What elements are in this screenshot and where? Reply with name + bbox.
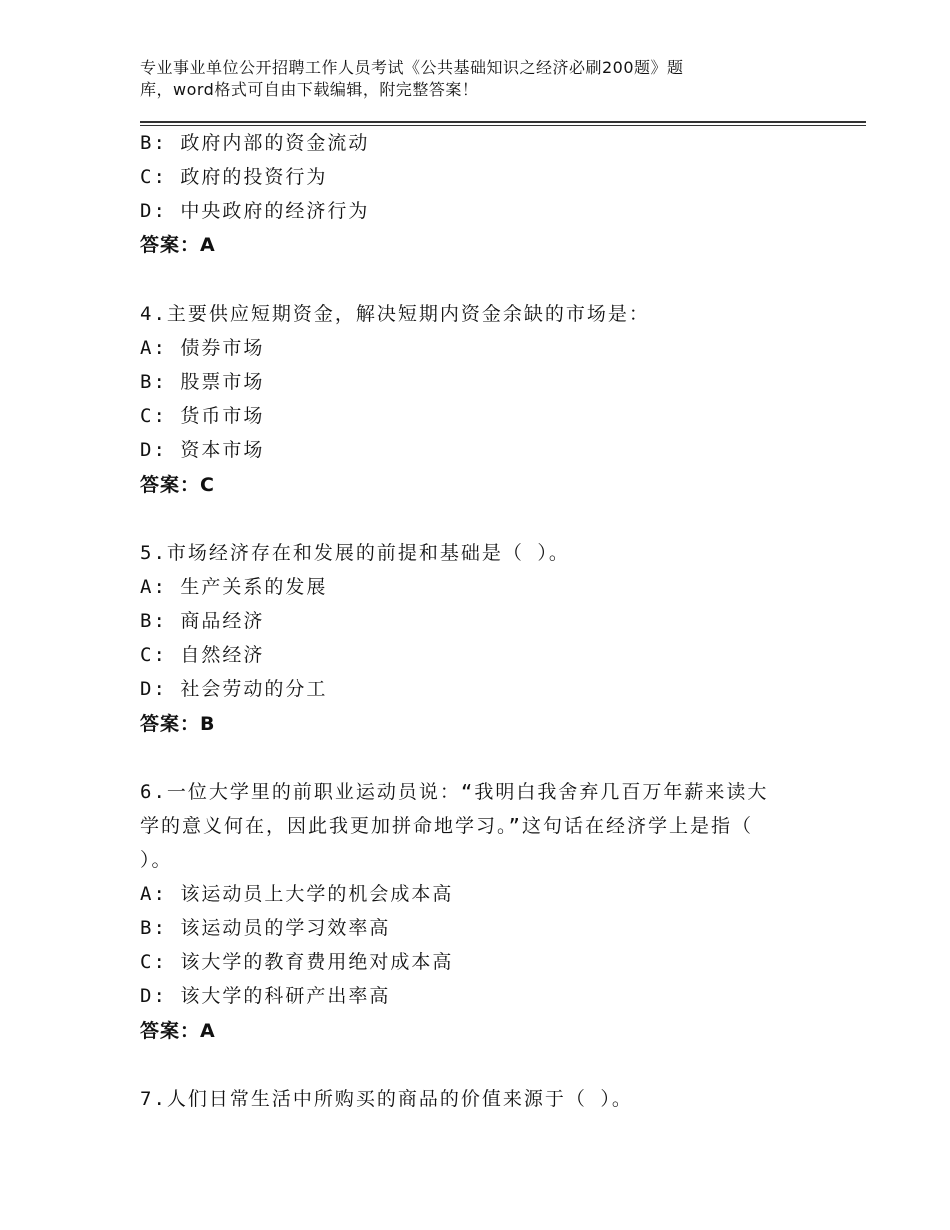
q4-option-c: C: 货币市场 [140, 405, 265, 427]
q5-question: 5.市场经济存在和发展的前提和基础是（ ）。 [140, 542, 570, 564]
header-title-line-1: 专业事业单位公开招聘工作人员考试《公共基础知识之经济必刷200题》题 [140, 58, 684, 77]
q5-option-a: A: 生产关系的发展 [140, 576, 328, 598]
q6-option-a: A: 该运动员上大学的机会成本高 [140, 883, 454, 905]
q6-question-line-3: ）。 [140, 849, 173, 871]
header-divider-top [140, 121, 866, 123]
q3-option-b: B: 政府内部的资金流动 [140, 132, 370, 154]
header-title-line-2: 库，word格式可自由下载编辑，附完整答案！ [140, 80, 479, 99]
q6-question-line-1: 6.一位大学里的前职业运动员说：“我明白我舍弃几百万年薪来读大 [140, 781, 769, 803]
q4-option-b: B: 股票市场 [140, 371, 265, 393]
q6-option-c: C: 该大学的教育费用绝对成本高 [140, 951, 454, 973]
q5-answer: 答案：B [140, 713, 216, 735]
q4-answer: 答案：C [140, 474, 215, 496]
q3-option-d: D: 中央政府的经济行为 [140, 200, 370, 222]
header-divider-bottom [140, 125, 866, 126]
q4-option-a: A: 债券市场 [140, 337, 265, 359]
q6-option-b: B: 该运动员的学习效率高 [140, 917, 391, 939]
q4-option-d: D: 资本市场 [140, 439, 265, 461]
q5-option-d: D: 社会劳动的分工 [140, 678, 328, 700]
q3-answer: 答案：A [140, 234, 216, 256]
q7-question: 7.人们日常生活中所购买的商品的价值来源于（ ）。 [140, 1088, 633, 1110]
document-header [140, 57, 770, 101]
q5-option-b: B: 商品经济 [140, 610, 265, 632]
q3-option-c: C: 政府的投资行为 [140, 166, 328, 188]
q6-answer: 答案：A [140, 1020, 216, 1042]
q5-option-c: C: 自然经济 [140, 644, 265, 666]
q4-question: 4.主要供应短期资金，解决短期内资金余缺的市场是： [140, 303, 650, 325]
q6-question-line-2: 学的意义何在，因此我更加拼命地学习。”这句话在经济学上是指（ [140, 815, 753, 837]
q6-option-d: D: 该大学的科研产出率高 [140, 985, 391, 1007]
